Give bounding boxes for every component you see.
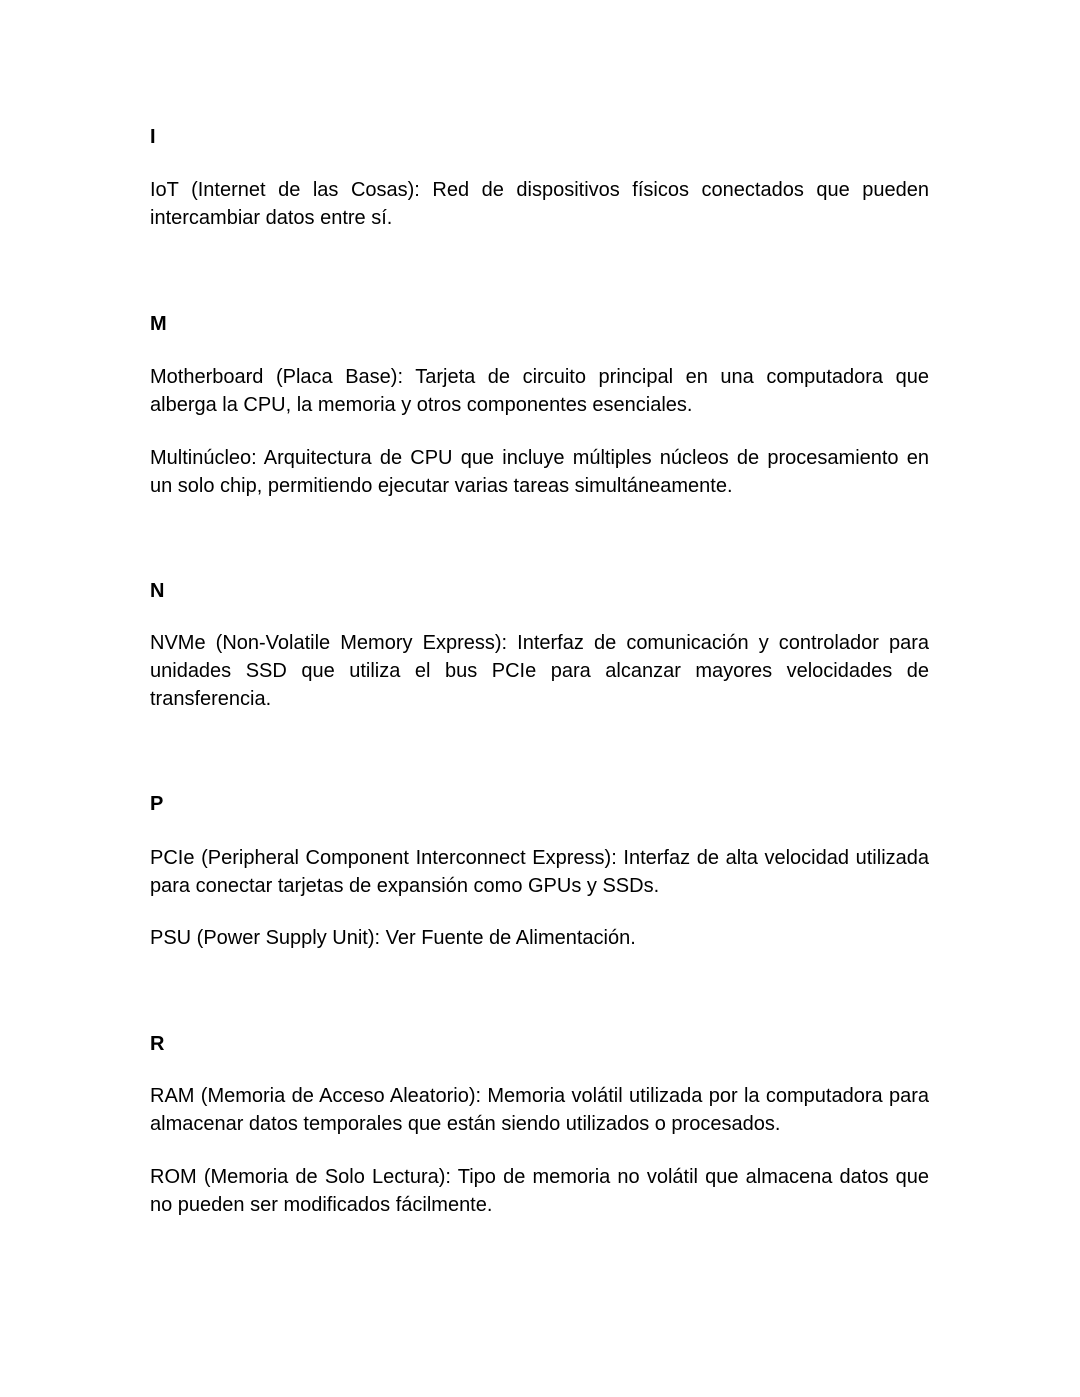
glossary-entry-psu: PSU (Power Supply Unit): Ver Fuente de Alimentación. (150, 927, 636, 949)
section-heading-r: R (150, 1033, 165, 1055)
glossary-entry-nvme: NVMe (Non-Volatile Memory Express): Interfaz de comunicación y controlador para unidades SSD que utiliza el bus PCIe para alcanzar mayores velocidades de transferencia. (150, 632, 929, 710)
section-heading-n: N (150, 580, 165, 602)
glossary-entry-multinucleo: Multinúcleo: Arquitectura de CPU que incluye múltiples núcleos de procesamiento en un solo chip, permitiendo ejecutar varias tareas simultáneamente. (150, 447, 929, 497)
section-heading-m: M (150, 313, 167, 335)
glossary-entry-rom: ROM (Memoria de Solo Lectura): Tipo de memoria no volátil que almacena datos que no pueden ser modificados fácilmente. (150, 1166, 929, 1216)
glossary-entry-motherboard: Motherboard (Placa Base): Tarjeta de circuito principal en una computadora que alberga la CPU, la memoria y otros componentes esenciales. (150, 366, 929, 416)
section-heading-p: P (150, 793, 164, 815)
glossary-entry-pcie: PCIe (Peripheral Component Interconnect Express): Interfaz de alta velocidad utilizada para conectar tarjetas de expansión como GPUs y SSDs. (150, 847, 929, 897)
section-heading-i: I (150, 126, 156, 148)
glossary-entry-ram: RAM (Memoria de Acceso Aleatorio): Memoria volátil utilizada por la computadora para almacenar datos temporales que están siendo utilizados o procesados. (150, 1085, 929, 1135)
glossary-entry-iot: IoT (Internet de las Cosas): Red de dispositivos físicos conectados que pueden intercambiar datos entre sí. (150, 179, 929, 229)
